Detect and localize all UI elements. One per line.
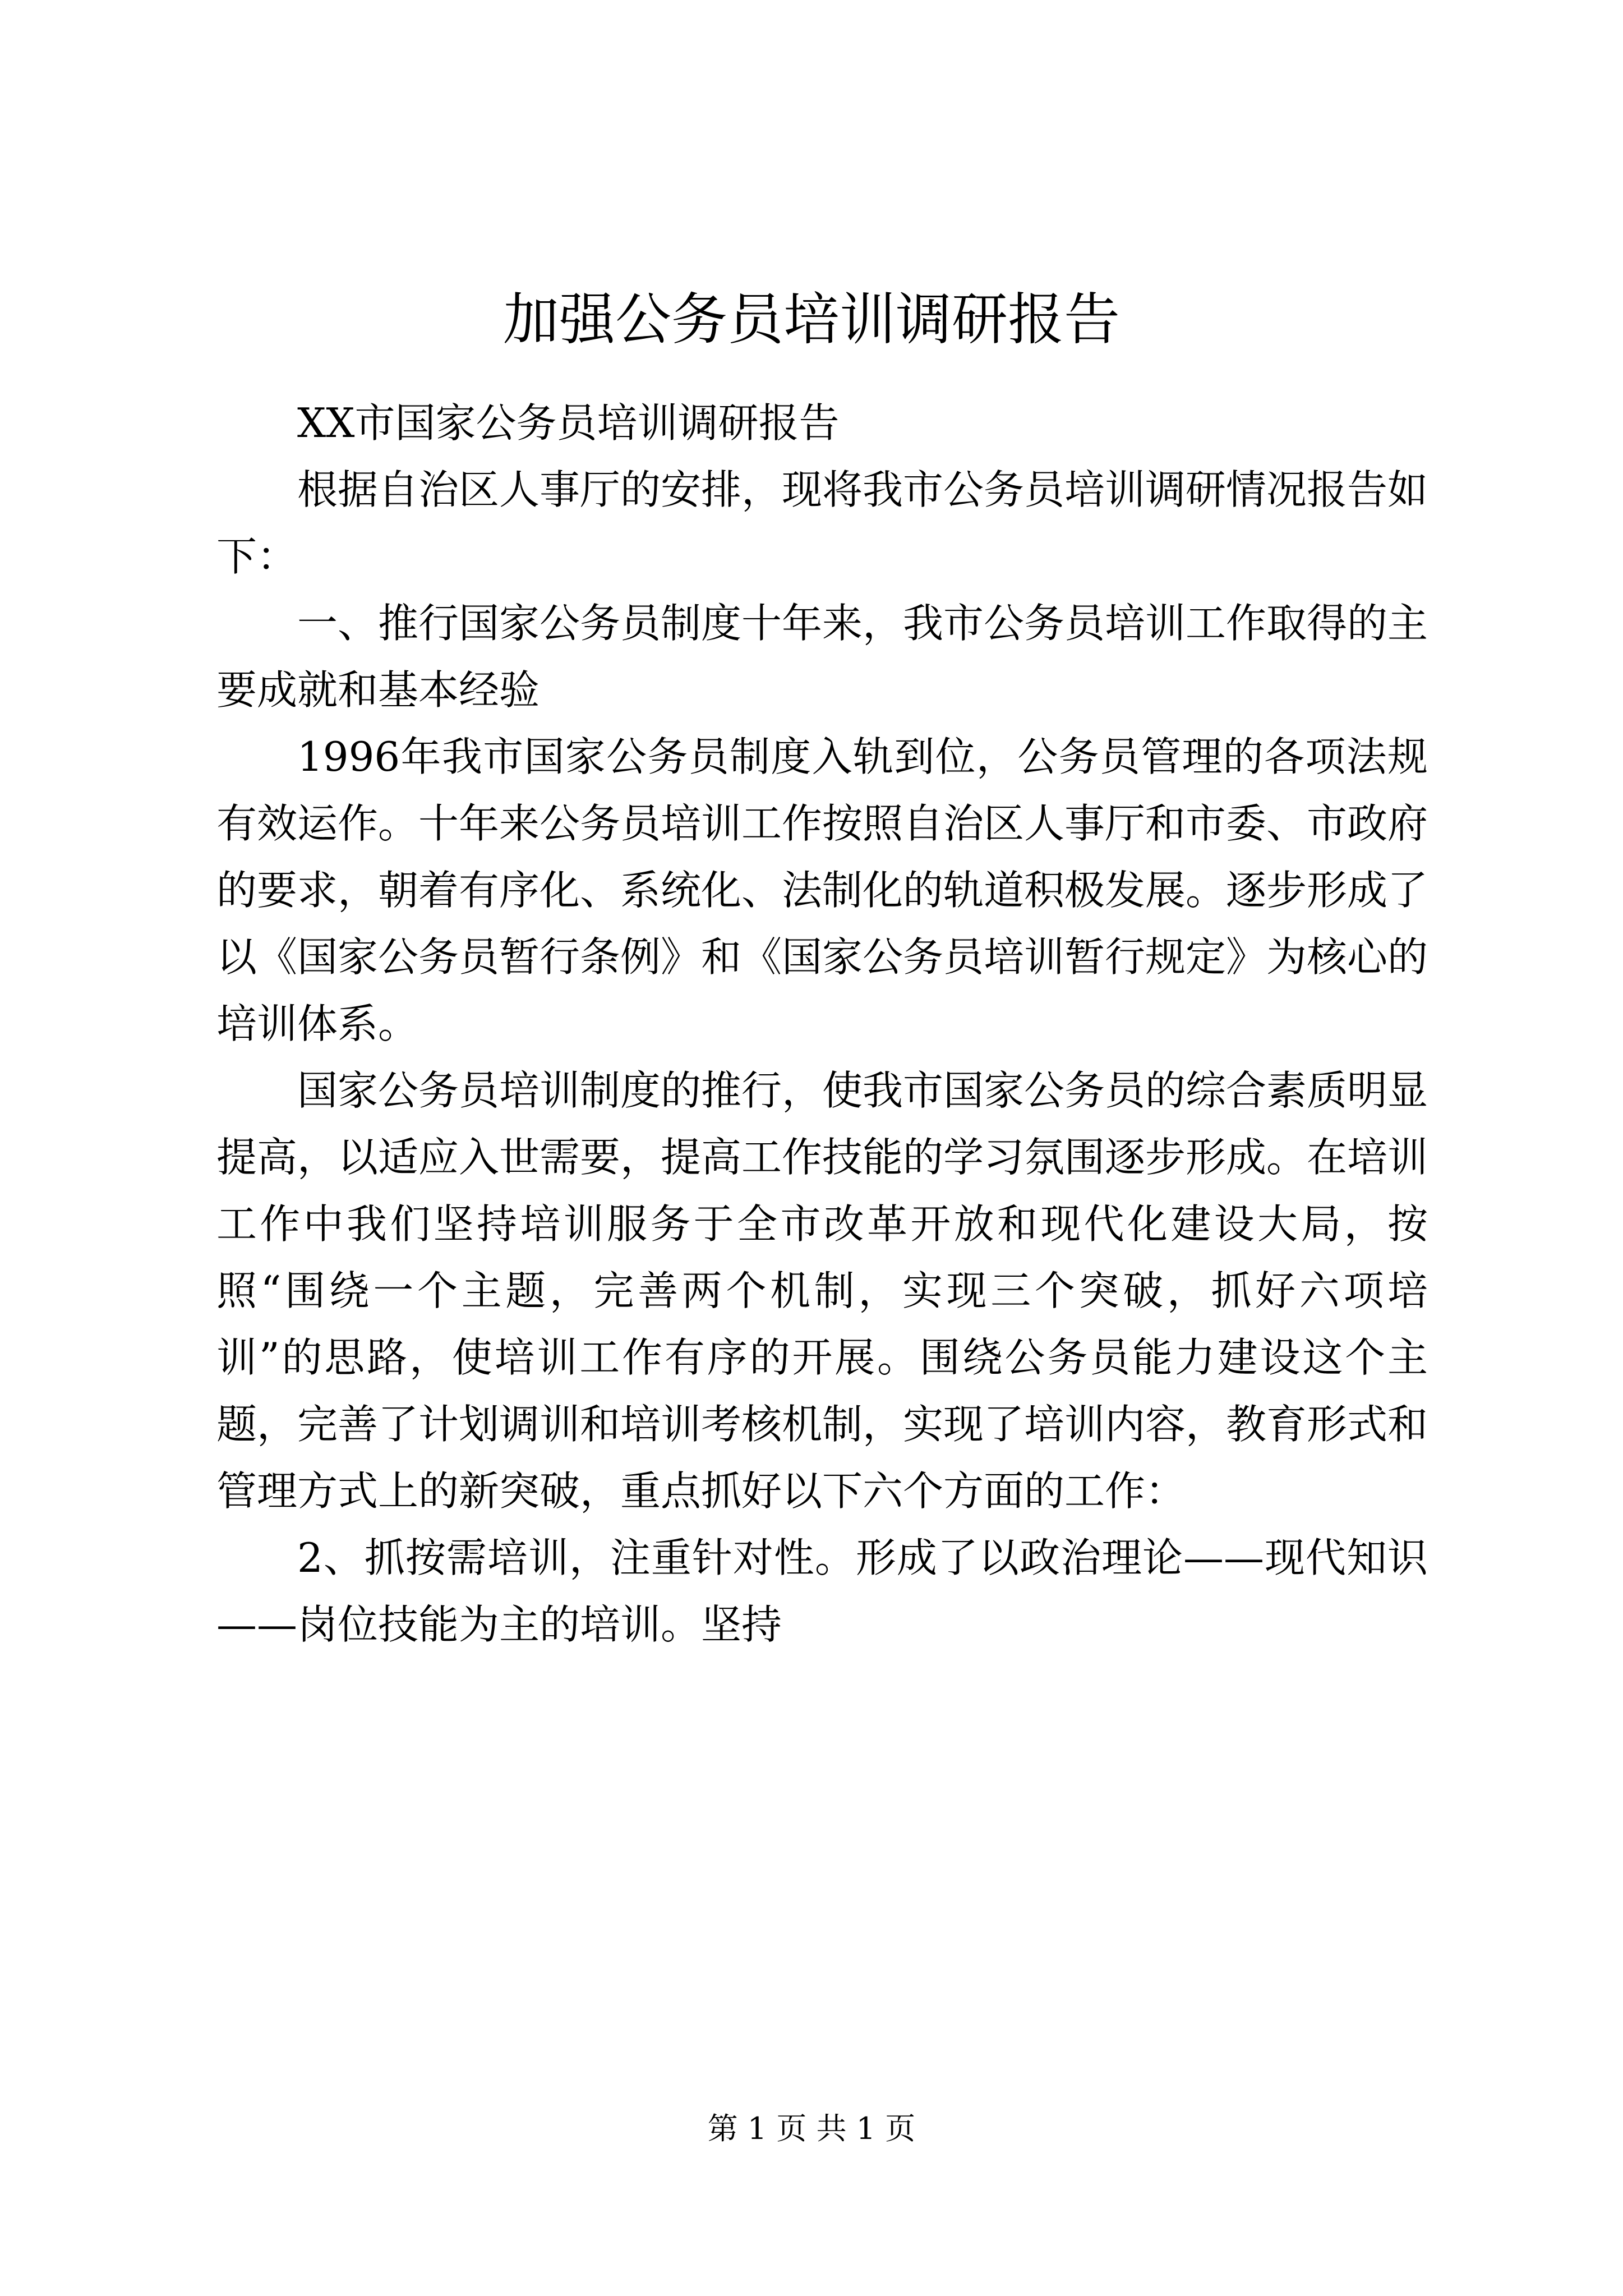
document-body bbox=[216, 390, 1428, 1658]
document-title: 加强公务员培训调研报告 bbox=[503, 287, 1120, 352]
page-number-footer: 第 1 页 共 1 页 bbox=[707, 2111, 916, 2146]
body-paragraph: 1996年我市国家公务员制度入轨到位，公务员管理的各项法规有效运作。十年来公务员培训工作按照自治区人事厅和市委、市政府的要求，朝着有序化、系统化、法制化的轨道积极发展。逐步形成了以《国家公务员暂行条例》和《国家公务员培训暂行规定》为核心的培训体系。 bbox=[216, 733, 1428, 1047]
body-paragraph: 2、抓按需培训，注重针对性。形成了以政治理论——现代知识——岗位技能为主的培训。坚持 bbox=[216, 1534, 1428, 1648]
section-heading-paragraph: 一、推行国家公务员制度十年来，我市公务员培训工作取得的主要成就和基本经验 bbox=[216, 600, 1428, 714]
intro-paragraph: 根据自治区人事厅的安排，现将我市公务员培训调研情况报告如下： bbox=[216, 466, 1428, 580]
body-paragraph: 国家公务员培训制度的推行，使我市国家公务员的综合素质明显提高，以适应入世需要，提高工作技能的学习氛围逐步形成。在培训工作中我们坚持培训服务于全市改革开放和现代化建设大局，按照“围绕一个主题，完善两个机制，实现三个突破，抓好六项培训”的思路，使培训工作有序的开展。围绕公务员能力建设这个主题，完善了计划调训和培训考核机制，实现了培训内容，教育形式和管理方式上的新突破，重点抓好以下六个方面的工作： bbox=[216, 1067, 1428, 1515]
subtitle-paragraph: XX市国家公务员培训调研报告 bbox=[297, 399, 840, 447]
